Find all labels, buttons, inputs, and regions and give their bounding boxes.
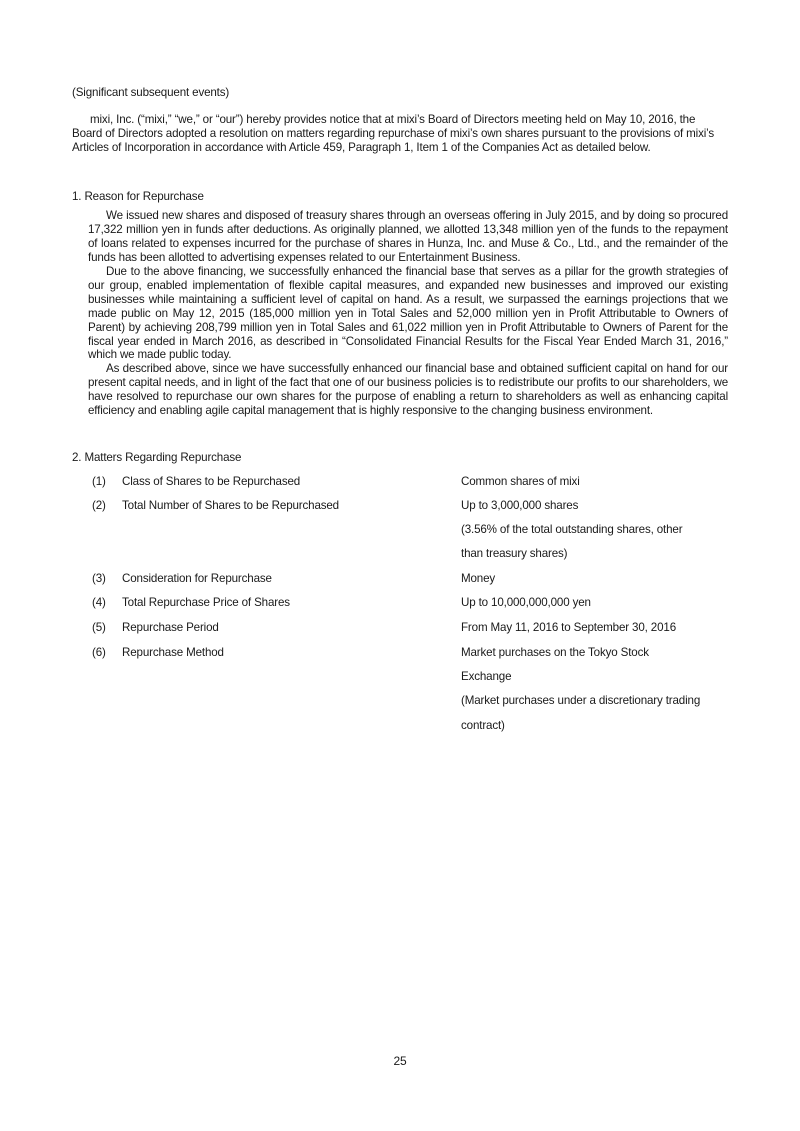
row-value: contract) (461, 719, 505, 732)
row-value: Market purchases on the Tokyo Stock (461, 646, 649, 659)
section-title-matters: 2. Matters Regarding Repurchase (72, 451, 242, 464)
section-title-reason: 1. Reason for Repurchase (72, 190, 204, 203)
row-label: Consideration for Repurchase (122, 572, 272, 585)
row-number: (6) (92, 646, 106, 659)
reason-paragraph-1: We issued new shares and disposed of treasury shares through an overseas offering in July 2015, and by doing so procured 17,322 million yen in funds after deductions. As originally planned, we allotted 13,348 million yen of the funds to the repayment of loans related to expenses incurred for the purchase of shares in Hunza, Inc. and Muse & Co., Ltd., and the remainder of the funds has been allotted to advertising expenses related to our Entertainment Business. (88, 209, 728, 264)
row-value: (Market purchases under a discretionary trading (461, 694, 701, 707)
intro-paragraph: mixi, Inc. (“mixi,” “we,” or “our”) hereby provides notice that at mixi’s Board of Directors meeting held on May 10, 2016, the Board of Directors adopted a resolution on matters regarding repurchase of mixi’s own shares pursuant to the provisions of mixi’s Articles of Incorporation in accordance with Article 459, Paragraph 1, Item 1 of the Companies Act as detailed below. (72, 113, 715, 154)
row-value: Money (461, 572, 496, 585)
row-label: Repurchase Method (122, 646, 224, 659)
row-label: Total Number of Shares to be Repurchased (122, 499, 339, 512)
row-value: Up to 3,000,000 shares (461, 499, 579, 512)
row-value: than treasury shares) (461, 547, 568, 560)
reason-paragraph-2: Due to the above financing, we successfully enhanced the financial base that serves as a pillar for the growth strategies of our group, enabled implementation of flexible capital measures, and expanded new businesses and improved our existing businesses while maintaining a sufficient level of capital on hand. As a result, we surpassed the earnings projections that we made public on May 12, 2015 (185,000 million yen in Total Sales and 52,000 million yen in Profit Attributable to Owners of Parent) by achieving 208,799 million yen in Total Sales and 61,022 million yen in Profit Attributable to Owners of Parent for the fiscal year ended in March 2016, as described in “Consolidated Financial Results for the Fiscal Year Ended March 31, 2016,” which we made public today. (88, 265, 728, 362)
row-label: Total Repurchase Price of Shares (122, 596, 290, 609)
reason-paragraph-3: As described above, since we have successfully enhanced our financial base and obtained sufficient capital on hand for our present capital needs, and in light of the fact that one of our business policies is to redistribute our profits to our shareholders, we have resolved to repurchase our own shares for the purpose of enabling a return to shareholders as well as enhancing capital efficiency and enabling agile capital management that is highly responsive to the changing business environment. (88, 362, 728, 417)
row-value: From May 11, 2016 to September 30, 2016 (461, 621, 676, 634)
row-value: Exchange (461, 670, 512, 683)
row-value: Up to 10,000,000,000 yen (461, 596, 591, 609)
row-label: Class of Shares to be Repurchased (122, 475, 301, 488)
row-value: Common shares of mixi (461, 475, 580, 488)
row-number: (3) (92, 572, 106, 585)
page-number: 25 (393, 1054, 407, 1068)
row-number: (2) (92, 499, 106, 512)
row-number: (4) (92, 596, 106, 609)
row-number: (5) (92, 621, 106, 634)
row-value: (3.56% of the total outstanding shares, other (461, 523, 683, 536)
section-heading-subsequent-events: (Significant subsequent events) (72, 86, 230, 99)
row-label: Repurchase Period (122, 621, 219, 634)
row-number: (1) (92, 475, 106, 488)
